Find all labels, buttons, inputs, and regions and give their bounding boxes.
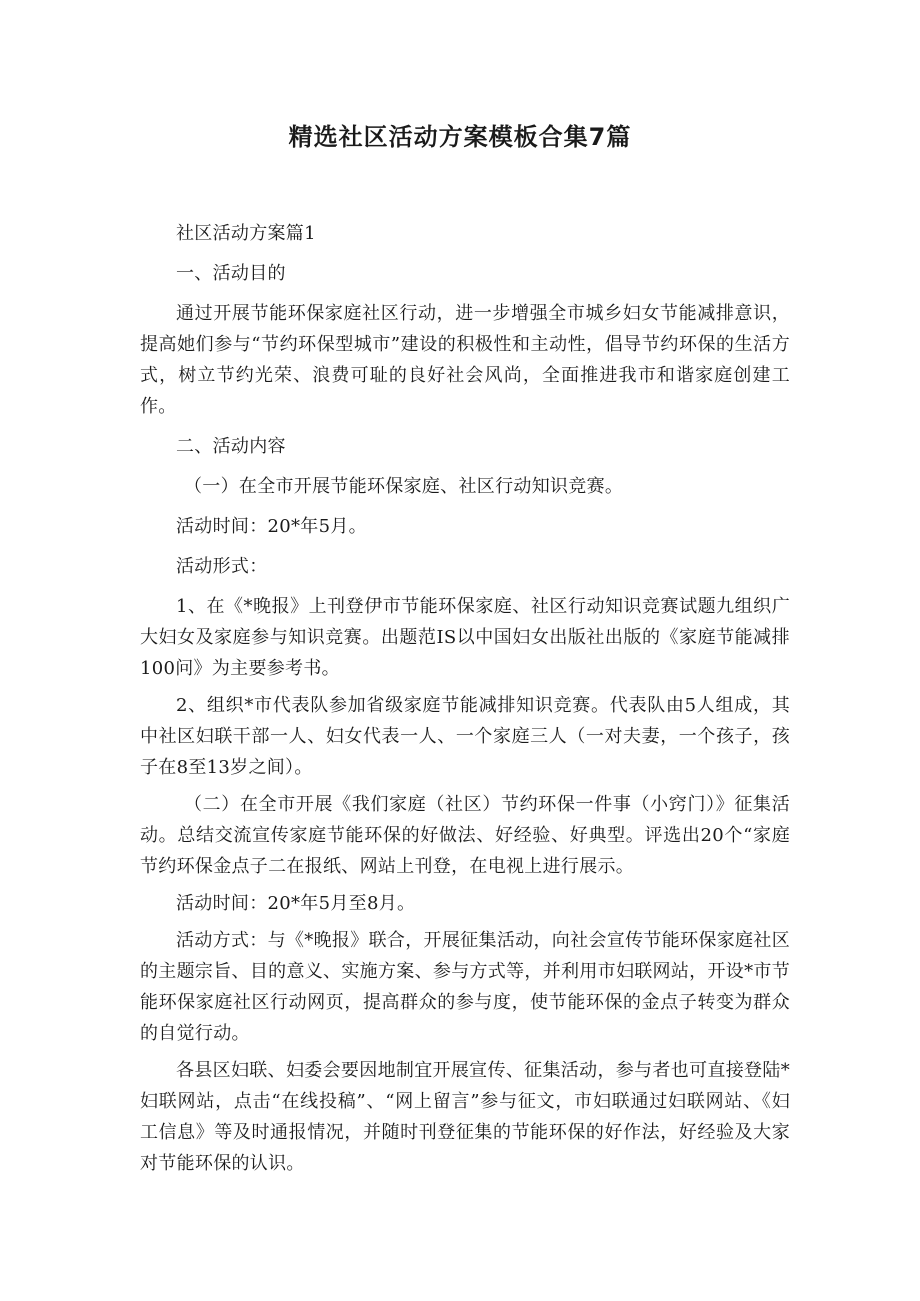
paragraph: 通过开展节能环保家庭社区行动，进一步增强全市城乡妇女节能减排意识，提高她们参与“节约环保型城市”建设的积极性和主动性，倡导节约环保的生活方式，树立节约光荣、浪费可耻的良好社会风尚，全面推进我市和谐家庭创建工作。 [140, 303, 790, 417]
document-title: 精选社区活动方案模板合集7篇 [288, 123, 632, 151]
section-heading: 社区活动方案篇1 [176, 223, 316, 244]
paragraph: 各县区妇联、妇委会要因地制宜开展宣传、征集活动，参与者也可直接登陆*妇联网站，点击“在线投稿”、“网上留言”参与征文，市妇联通过妇联网站、《妇工信息》等及时通报情况，并随时刊登征集的节能环保的好作法，好经验及大家对节能环保的认识。 [140, 1060, 790, 1174]
subsection-heading: 一、活动目的 [176, 263, 286, 284]
paragraph: （二）在全市开展《我们家庭（社区）节约环保一件事（小窍门）》征集活动。总结交流宣传家庭节能环保的好做法、好经验、好典型。评选出20个“家庭节约环保金点子二在报纸、网站上刊登，在电视上进行展示。 [140, 794, 790, 877]
paragraph: 1、在《*晚报》上刊登伊市节能环保家庭、社区行动知识竞赛试题九组织广大妇女及家庭参与知识竞赛。出题范IS以中国妇女出版社出版的《家庭节能减排100问》为主要参考书。 [140, 596, 790, 679]
paragraph: 活动时间：20*年5月至8月。 [176, 893, 416, 914]
paragraph: 活动形式： [176, 556, 268, 577]
paragraph: 2、组织*市代表队参加省级家庭节能减排知识竞赛。代表队由5人组成，其中社区妇联干部一人、妇女代表一人、一个家庭三人（一对夫妻，一个孩子，孩子在8至13岁之间）。 [140, 695, 790, 778]
document-body [140, 218, 790, 1179]
paragraph: 活动时间：20*年5月。 [176, 516, 367, 537]
subsection-heading: 二、活动内容 [176, 436, 286, 457]
paragraph: （一）在全市开展节能环保家庭、社区行动知识竞赛。 [184, 476, 624, 497]
paragraph: 活动方式：与《*晚报》联合，开展征集活动，向社会宣传节能环保家庭社区的主题宗旨、目的意义、实施方案、参与方式等，并利用市妇联网站，开设*市节能环保家庭社区行动网页，提高群众的参与度，使节能环保的金点子转变为群众的自觉行动。 [140, 930, 790, 1044]
